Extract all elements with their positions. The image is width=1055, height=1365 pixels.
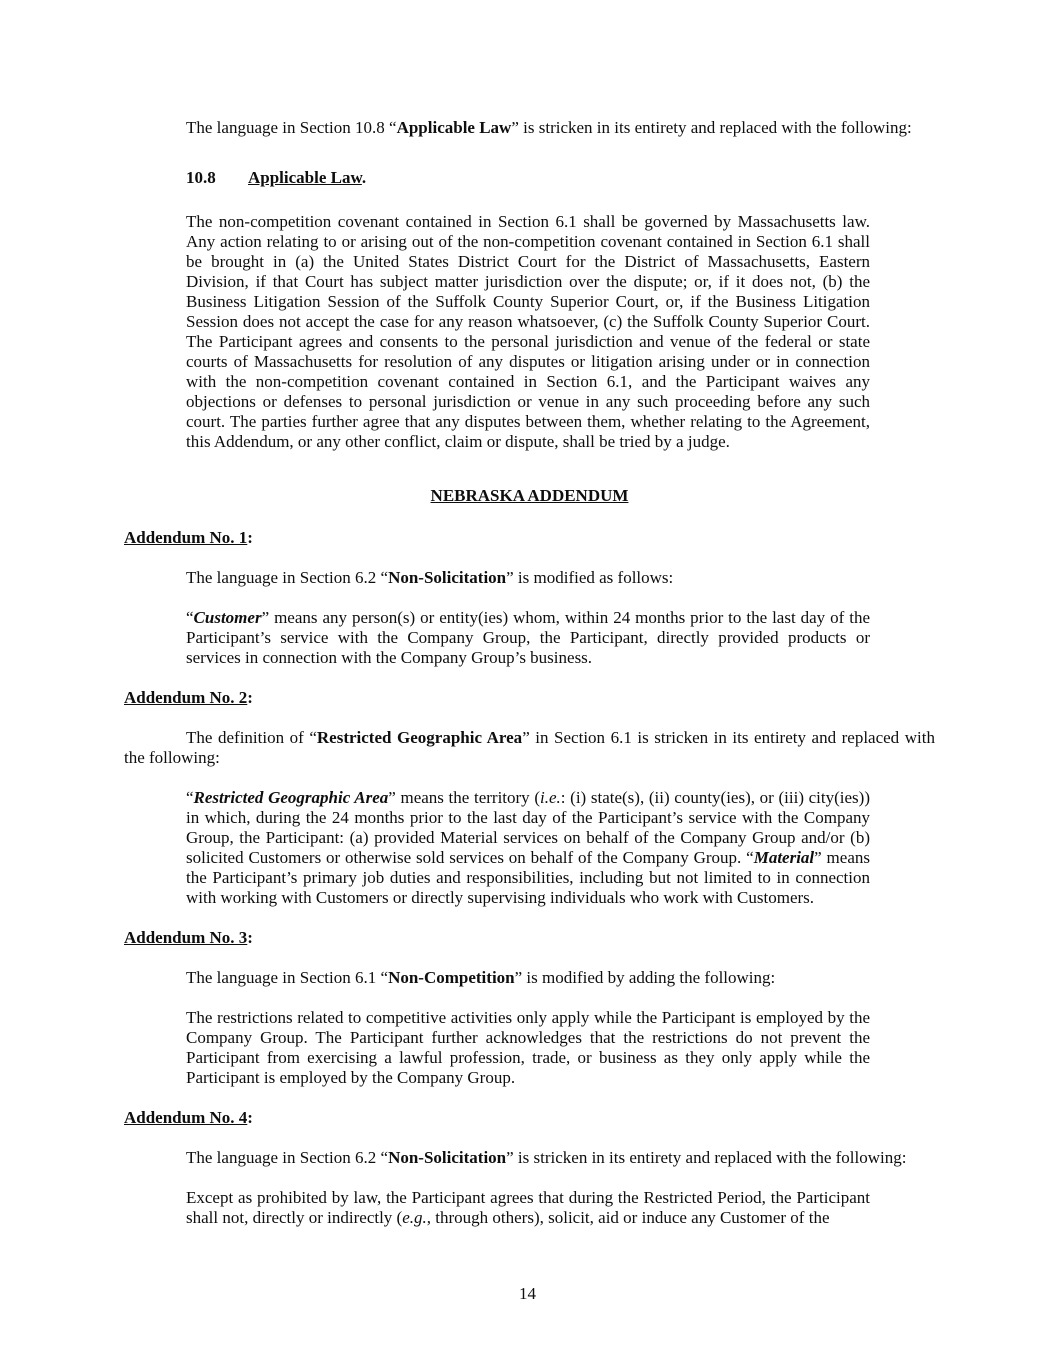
section-10-8-body: The non-competition covenant contained in Section 6.1 shall be governed by Massachusetts law. Any action relating to or arising out of the non-competition covenant contained in Section 6.1 shall be brought in (a) the United States District Court for the District of Massachusetts, Eastern Division, if that Court has subject matter jurisdiction over the dispute; or, if it does not, (b) the Business Litigation Session of the Suffolk County Superior Court, or, if the Business Litigation Session does not accept the case for any reason whatsoever, (c) the Suffolk County Superior Court. The Participant agrees and consents to the personal jurisdiction and venue of the federal or state courts of Massachusetts for resolution of any disputes or litigation arising under or in connection with the non-competition covenant contained in Section 6.1, and the Participant waives any objections or defenses to personal jurisdiction or venue in any such proceeding before any such court. The parties further agree that any disputes between them, whether relating to the Agreement, this Addendum, or any other conflict, claim or dispute, shall be tried by a judge. (186, 212, 870, 451)
section-title: Applicable Law (248, 168, 362, 187)
addendum-1-intro: The language in Section 6.2 “Non-Solicitation” is modified as follows: (186, 568, 674, 587)
addendum-3-label: Addendum No. 3: (124, 928, 253, 947)
addendum-4-section (124, 1108, 935, 1228)
addendum-3-body: The restrictions related to competitive activities only apply while the Participant is employed by the Company Group. The Participant further acknowledges that the restrictions do not prevent the Participant from exercising a lawful profession, trade, or business as they only apply while the Participant is employed by the Company Group. (186, 1008, 870, 1087)
addendum-2-label: Addendum No. 2: (124, 688, 253, 707)
page-number: 14 (519, 1284, 536, 1303)
section-10-8-heading (186, 168, 935, 188)
addendum-2-intro: The definition of “Restricted Geographic Area” in Section 6.1 is stricken in its entirety and replaced with the following: (124, 728, 935, 767)
addendum-1-label: Addendum No. 1: (124, 528, 253, 547)
addendum-1-body: “Customer” means any person(s) or entity(ies) whom, within 24 months prior to the last day of the Participant’s service with the Company Group, the Participant, directly provided products or services in connection with the Company Group’s business. (186, 608, 870, 667)
section-number: 10.8 (186, 168, 216, 187)
addendum-1-section (124, 528, 935, 668)
addendum-4-body: Except as prohibited by law, the Participant agrees that during the Restricted Period, the Participant shall not, directly or indirectly (e.g., through others), solicit, aid or induce any Customer of the (186, 1188, 870, 1227)
addendum-4-label: Addendum No. 4: (124, 1108, 253, 1127)
nebraska-addendum-heading (124, 486, 935, 506)
intro-paragraph: The language in Section 10.8 “Applicable Law” is stricken in its entirety and replaced with the following: (186, 118, 912, 137)
addendum-3-section (124, 928, 935, 1088)
addendum-2-section (124, 688, 935, 908)
addendum-4-intro: The language in Section 6.2 “Non-Solicitation” is stricken in its entirety and replaced with the following: (186, 1148, 907, 1167)
nebraska-addendum-title: NEBRASKA ADDENDUM (430, 486, 629, 505)
section-title-period: . (361, 168, 367, 187)
addendum-2-body: “Restricted Geographic Area” means the territory (i.e.: (i) state(s), (ii) county(ies), or (iii) city(ies)) in which, during the 24 months prior to the last day of the Participant’s service with the Company Group, the Participant: (a) provided Material services on behalf of the Company Group and/or (b) solicited Customers or otherwise sold services on behalf of the Company Group. “Material” means the Participant’s primary job duties and responsibilities, including but not limited to in connection with working with Customers or directly supervising individuals who work with Customers. (186, 788, 870, 907)
addendum-3-intro: The language in Section 6.1 “Non-Competition” is modified by adding the following: (186, 968, 776, 987)
